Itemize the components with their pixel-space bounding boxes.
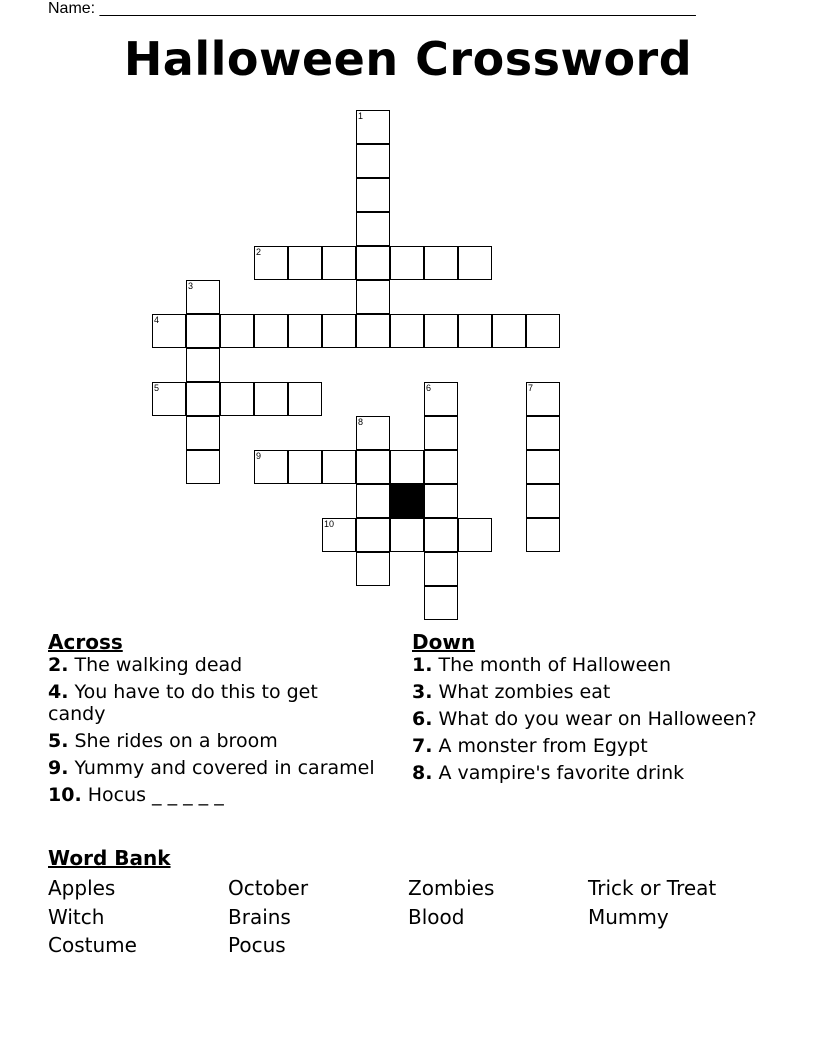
crossword-cell[interactable] [526,484,560,518]
crossword-cell[interactable] [254,450,288,484]
clue-item [48,681,378,725]
crossword-cell[interactable] [186,348,220,382]
crossword-cell[interactable] [424,552,458,586]
clue-number: 1 [358,111,364,121]
clue-text: Yummy and covered in caramel [74,757,375,779]
down-clues [412,630,772,789]
crossword-cell[interactable] [390,314,424,348]
across-clues [48,630,378,811]
crossword-cell[interactable] [424,586,458,620]
clue-item [48,784,378,806]
word-bank-item: Witch [48,904,105,929]
crossword-cell[interactable] [356,518,390,552]
crossword-cell[interactable] [424,484,458,518]
word-bank [48,846,768,960]
crossword-cell[interactable] [424,246,458,280]
clue-item [48,730,378,752]
name-line: Name: ___________________________________________________________________ [48,0,696,17]
crossword-cell[interactable] [526,416,560,450]
clue-text: The month of Halloween [438,654,672,676]
word-bank-item: Apples [48,876,116,900]
crossword-cell[interactable] [424,518,458,552]
crossword-cell[interactable] [356,416,390,450]
clue-number: 4. [48,681,69,703]
clue-number: 6. [412,708,433,730]
clue-text: She rides on a broom [74,730,278,752]
crossword-cell[interactable] [356,110,390,144]
crossword-cell[interactable] [152,382,186,416]
clue-number: 7 [528,383,534,393]
clue-item [48,654,378,676]
crossword-cell[interactable] [152,314,186,348]
crossword-cell[interactable] [186,450,220,484]
crossword-cell[interactable] [458,246,492,280]
crossword-cell[interactable] [288,450,322,484]
clue-number: 10. [48,784,82,806]
clue-number: 10 [324,519,335,529]
crossword-cell[interactable] [356,212,390,246]
word-bank-item: Pocus [228,933,286,957]
crossword-cell[interactable] [356,246,390,280]
crossword-cell[interactable] [356,280,390,314]
clue-number: 2 [256,247,262,257]
crossword-cell[interactable] [390,450,424,484]
crossword-cell[interactable] [390,246,424,280]
crossword-cell[interactable] [186,314,220,348]
crossword-cell[interactable] [288,246,322,280]
word-bank-item: Blood [408,904,465,929]
crossword-cell[interactable] [356,450,390,484]
crossword-cell[interactable] [424,382,458,416]
page-title: Halloween Crossword [123,32,693,86]
clue-number: 3 [188,281,194,291]
crossword-black-cell [390,484,424,518]
crossword-cell[interactable] [186,382,220,416]
crossword-cell[interactable] [186,280,220,314]
crossword-cell[interactable] [288,314,322,348]
clue-text: A vampire's favorite drink [438,762,685,784]
crossword-cell[interactable] [526,518,560,552]
across-heading: Across [48,630,123,654]
crossword-cell[interactable] [288,382,322,416]
clue-number: 8 [358,417,364,427]
down-heading: Down [412,630,476,654]
clue-number: 5. [48,730,69,752]
crossword-cell[interactable] [322,314,356,348]
clue-item [412,762,772,784]
crossword-cell[interactable] [254,314,288,348]
clue-text: You have to do this to get candy [48,681,318,725]
crossword-cell[interactable] [220,382,254,416]
crossword-cell[interactable] [322,450,356,484]
clue-number: 6 [426,383,432,393]
crossword-cell[interactable] [424,450,458,484]
crossword-cell[interactable] [356,178,390,212]
word-bank-item: Mummy [588,904,669,929]
clue-number: 2. [48,654,69,676]
crossword-cell[interactable] [356,144,390,178]
crossword-cell[interactable] [526,314,560,348]
crossword-cell[interactable] [390,518,424,552]
clue-number: 9. [48,757,69,779]
word-bank-item: Costume [48,933,137,957]
clue-item [412,681,772,703]
crossword-cell[interactable] [526,450,560,484]
crossword-cell[interactable] [424,314,458,348]
clue-number: 5 [154,383,160,393]
clue-number: 8. [412,762,433,784]
clue-text: The walking dead [74,654,243,676]
crossword-cell[interactable] [322,246,356,280]
clue-text: What zombies eat [438,681,611,703]
crossword-cell[interactable] [492,314,526,348]
crossword-cell[interactable] [356,484,390,518]
crossword-cell[interactable] [220,314,254,348]
clue-text: What do you wear on Halloween? [438,708,757,730]
word-bank-item: Trick or Treat [588,876,717,900]
crossword-cell[interactable] [356,314,390,348]
clue-item [412,654,772,676]
word-bank-heading: Word Bank [48,846,171,870]
crossword-cell[interactable] [458,314,492,348]
crossword-cell[interactable] [424,416,458,450]
clue-item [412,735,772,757]
word-bank-item: Zombies [408,876,495,900]
clue-text: Hocus _ _ _ _ _ [87,784,224,806]
clue-number: 7. [412,735,433,757]
crossword-cell[interactable] [458,518,492,552]
crossword-cell[interactable] [526,382,560,416]
word-bank-item: October [228,876,309,900]
crossword-cell[interactable] [322,518,356,552]
clue-number: 4 [154,315,160,325]
clue-item [48,757,378,779]
clue-text: A monster from Egypt [438,735,648,757]
crossword-cell[interactable] [254,382,288,416]
clue-number: 1. [412,654,433,676]
clue-number: 9 [256,451,262,461]
clue-number: 3. [412,681,433,703]
crossword-cell[interactable] [254,246,288,280]
crossword-cell[interactable] [186,416,220,450]
word-bank-item: Brains [228,904,291,929]
clue-item [412,708,772,730]
crossword-cell[interactable] [356,552,390,586]
